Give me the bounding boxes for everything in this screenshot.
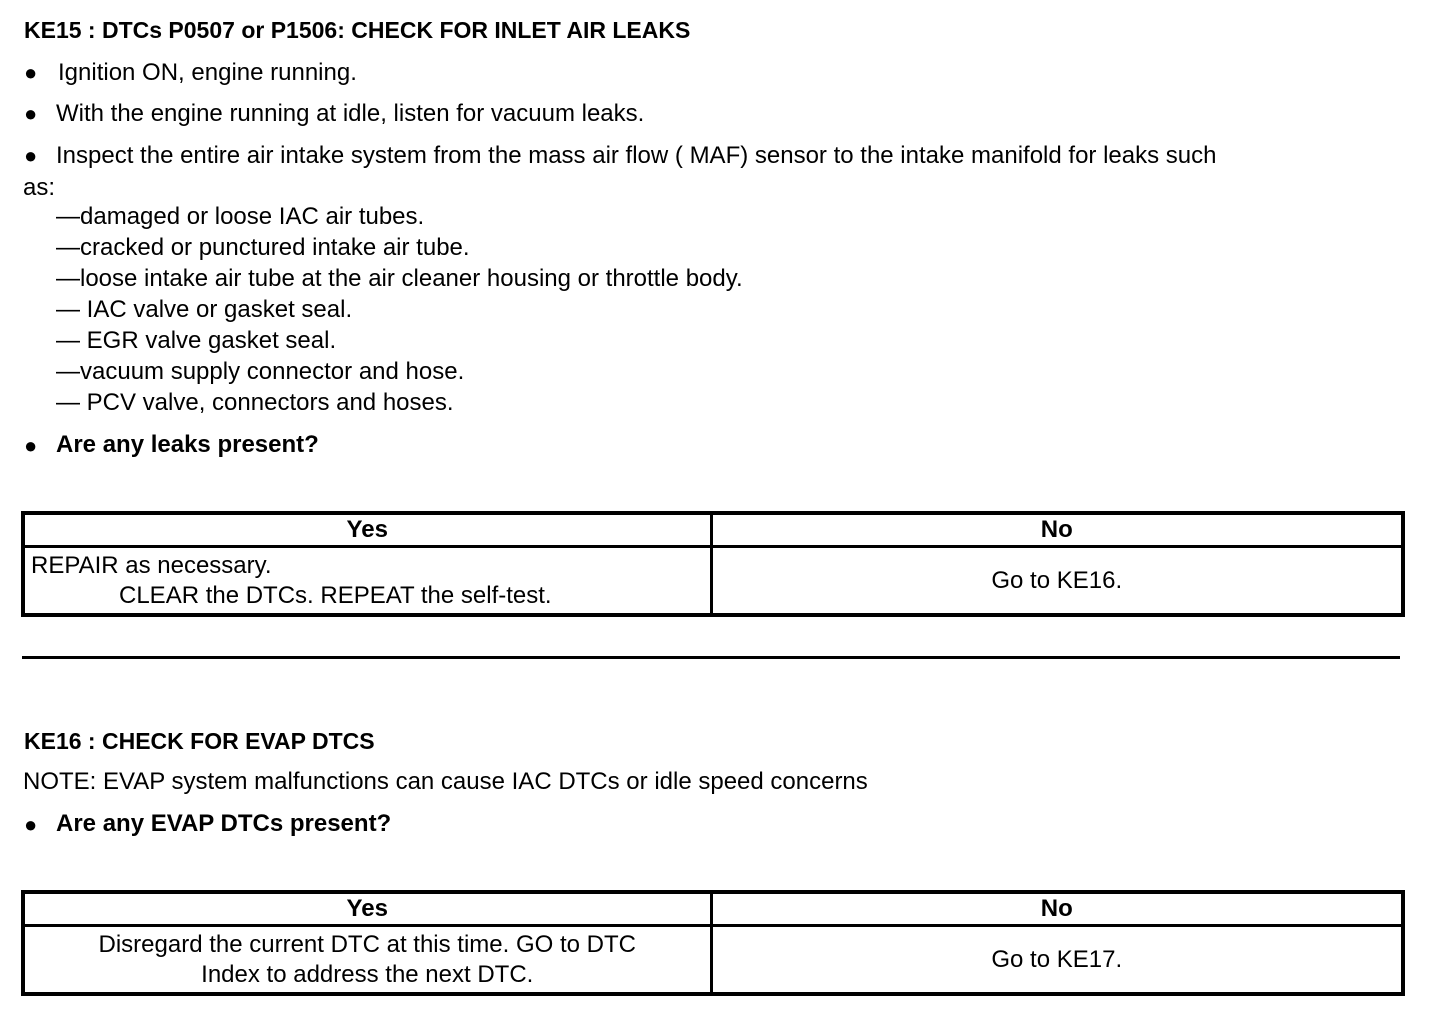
ke15-title: KE15 : DTCs P0507 or P1506: CHECK FOR INLET AIR LEAKS bbox=[24, 17, 691, 43]
ke15-no-cell: Go to KE16. bbox=[711, 547, 1403, 616]
ke15-dash-item: —vacuum supply connector and hose. bbox=[56, 358, 465, 385]
no-header: No bbox=[711, 892, 1403, 926]
ke15-dash-item: — IAC valve or gasket seal. bbox=[56, 296, 353, 323]
ke15-dash-item: —damaged or loose IAC air tubes. bbox=[56, 203, 425, 230]
no-header: No bbox=[711, 513, 1403, 547]
ke15-bullet-2: With the engine running at idle, listen for vacuum leaks. bbox=[56, 100, 645, 127]
ke15-dash-item: —cracked or punctured intake air tube. bbox=[56, 234, 470, 261]
ke15-dash-item: —loose intake air tube at the air cleaner housing or throttle body. bbox=[56, 265, 743, 292]
ke16-yes-no-table bbox=[21, 890, 1405, 996]
ke15-yes-no-table bbox=[21, 511, 1405, 617]
ke16-yes-line1: Disregard the current DTC at this time. GO to DTC bbox=[98, 930, 636, 958]
ke16-yes-line2: Index to address the next DTC. bbox=[201, 960, 534, 988]
bullet-dot: ● bbox=[24, 812, 38, 837]
yes-header: Yes bbox=[23, 513, 711, 547]
ke16-yes-cell bbox=[23, 926, 711, 995]
ke16-title: KE16 : CHECK FOR EVAP DTCS bbox=[24, 728, 375, 754]
bullet-dot: ● bbox=[24, 143, 38, 168]
ke15-bullet-3: Inspect the entire air intake system from the mass air flow ( MAF) sensor to the intake manifold for leaks such bbox=[56, 142, 1217, 169]
ke15-question: Are any leaks present? bbox=[56, 431, 319, 458]
section-divider bbox=[22, 656, 1400, 659]
ke15-yes-line2: CLEAR the DTCs. REPEAT the self-test. bbox=[119, 581, 552, 609]
bullet-dot: ● bbox=[24, 433, 38, 458]
ke15-yes-cell bbox=[23, 547, 711, 616]
yes-header: Yes bbox=[23, 892, 711, 926]
bullet-dot: ● bbox=[24, 60, 38, 85]
ke16-no-cell: Go to KE17. bbox=[711, 926, 1403, 995]
ke15-dash-item: — EGR valve gasket seal. bbox=[56, 327, 337, 354]
ke15-bullet-1: Ignition ON, engine running. bbox=[58, 59, 357, 86]
ke15-yes-line1: REPAIR as necessary. bbox=[31, 551, 272, 579]
bullet-dot: ● bbox=[24, 101, 38, 126]
ke15-dash-item: — PCV valve, connectors and hoses. bbox=[56, 389, 454, 416]
ke15-bullet-3-continuation: as: bbox=[23, 174, 56, 201]
ke16-question: Are any EVAP DTCs present? bbox=[56, 810, 392, 837]
ke16-note: NOTE: EVAP system malfunctions can cause IAC DTCs or idle speed concerns bbox=[23, 768, 868, 795]
